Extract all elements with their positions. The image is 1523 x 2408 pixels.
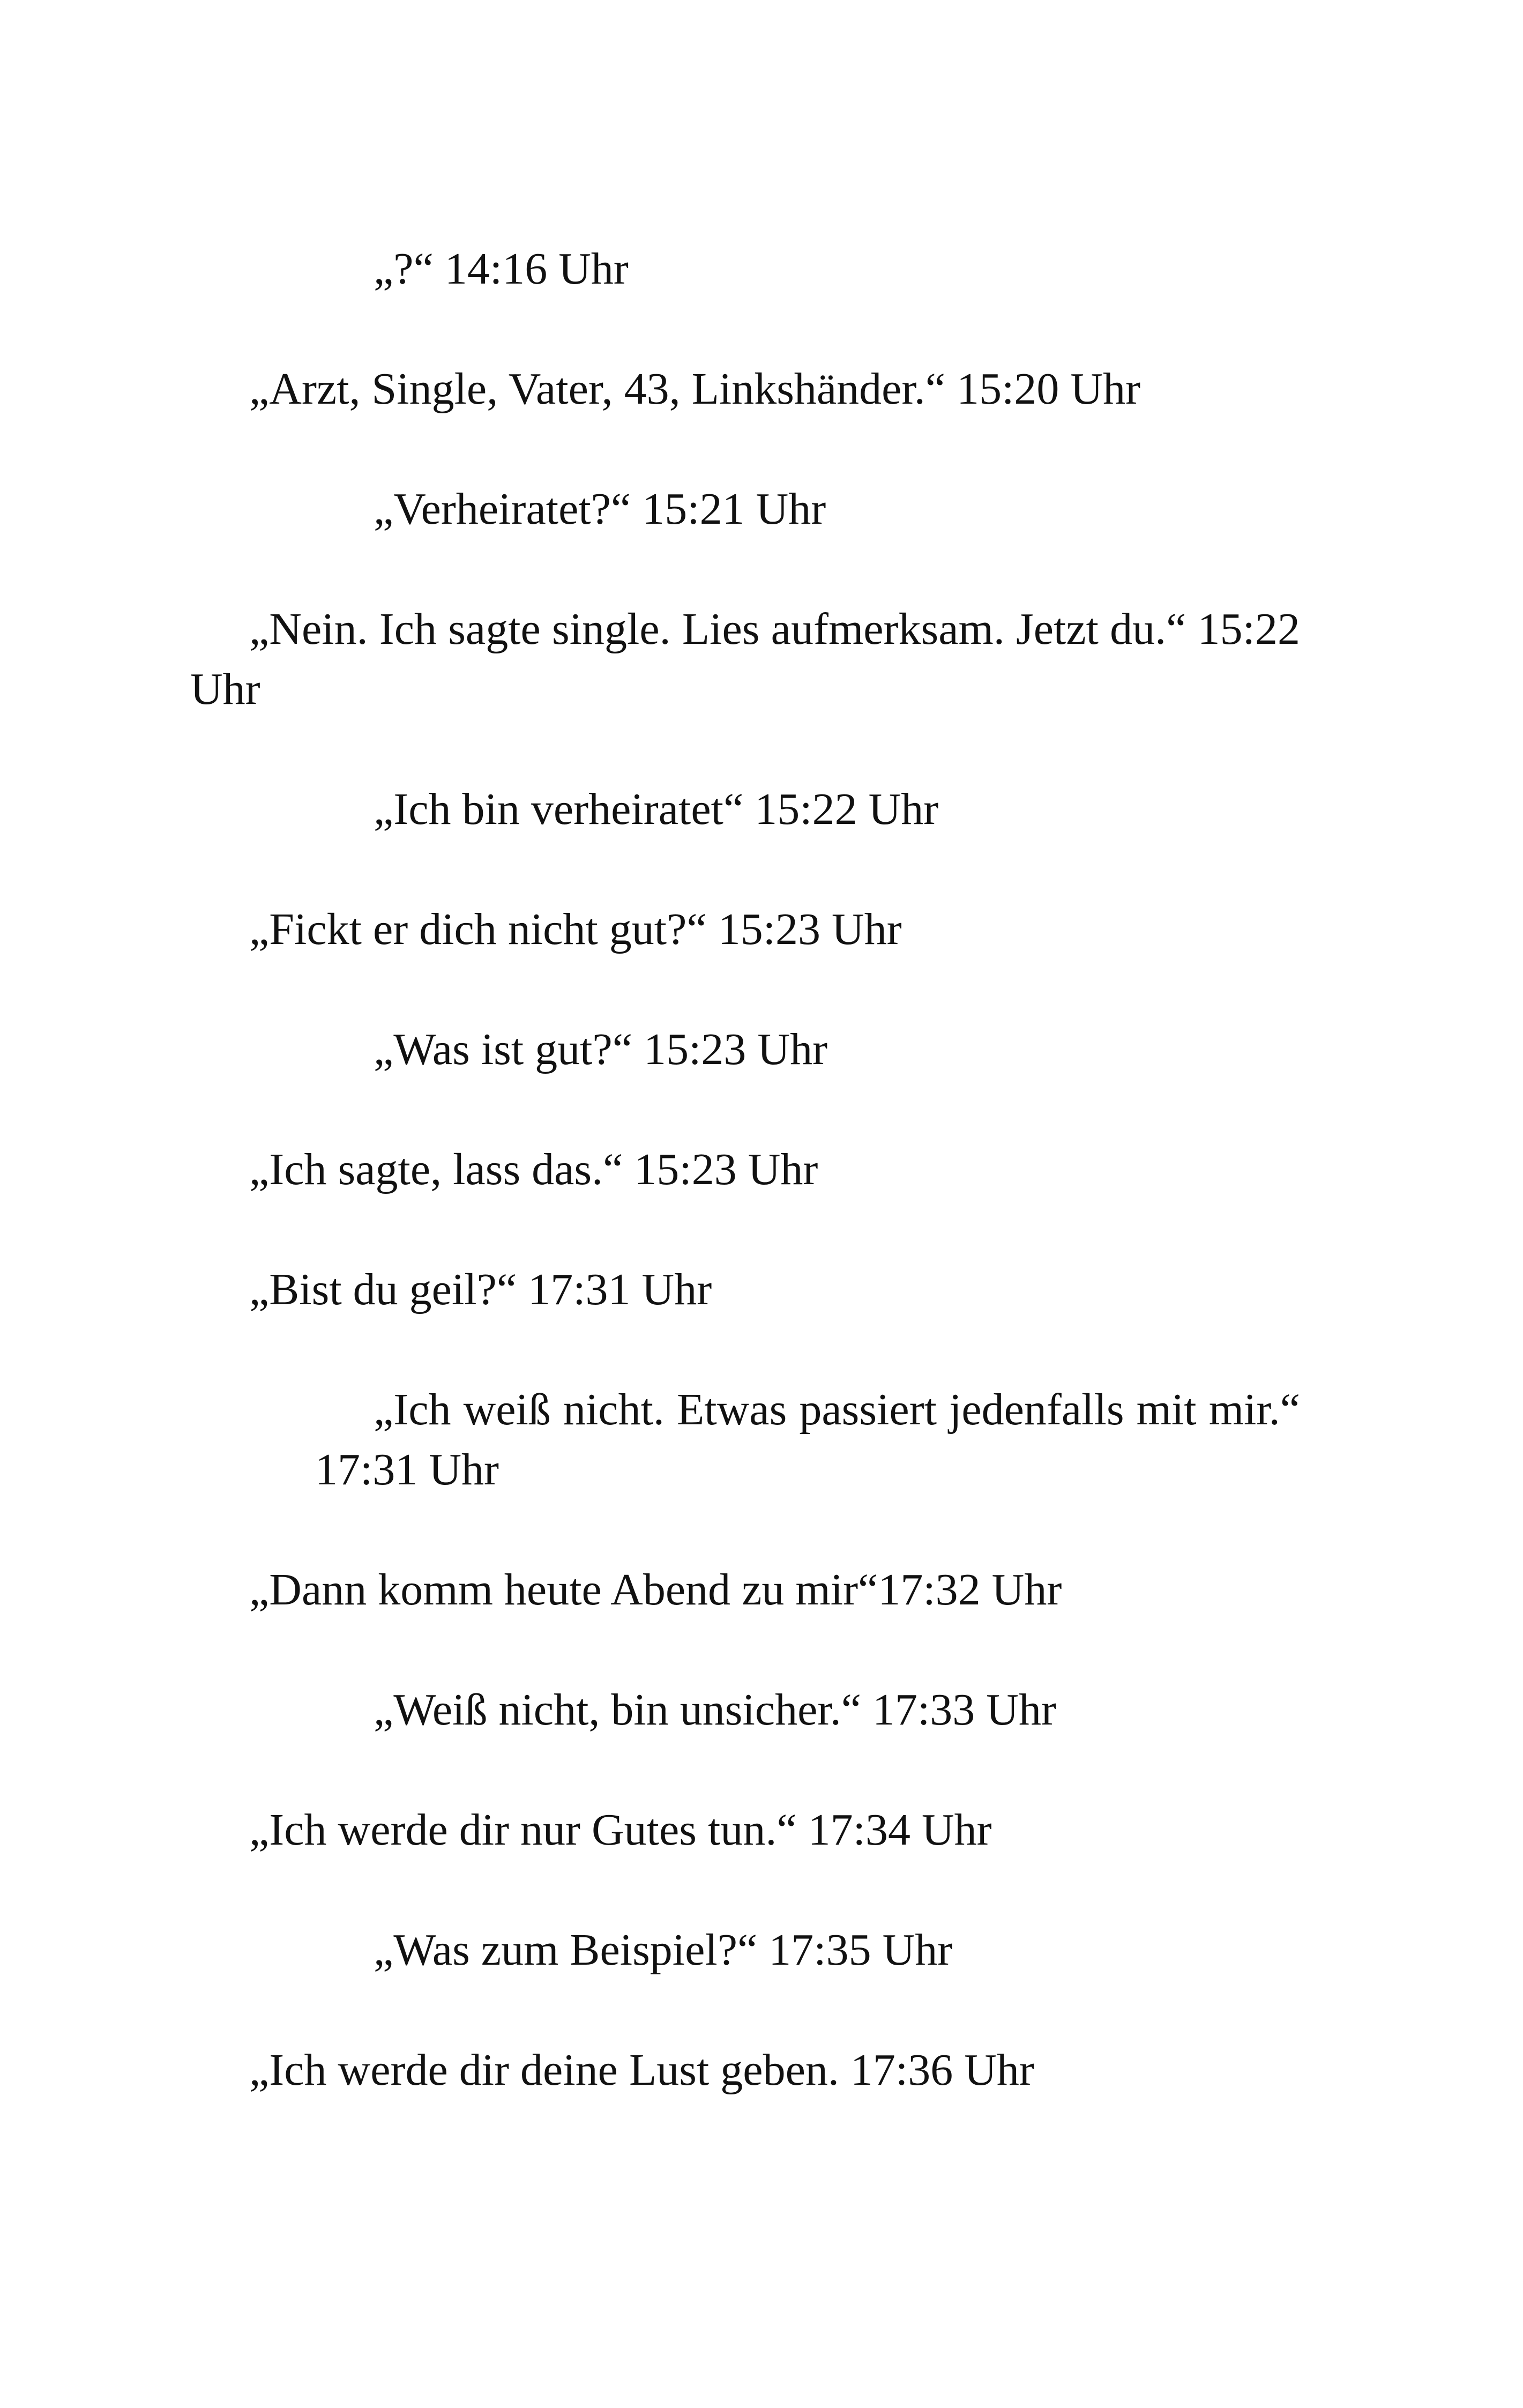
message-line: „Ich sagte, lass das.“ 15:23 Uhr bbox=[249, 1144, 818, 1194]
message-line: „?“ 14:16 Uhr bbox=[374, 244, 629, 294]
message-line: „Weiß nicht, bin unsicher.“ 17:33 Uhr bbox=[374, 1685, 1056, 1735]
message-line: „Dann komm heute Abend zu mir“17:32 Uhr bbox=[249, 1565, 1062, 1615]
message-line: „Ich werde dir deine Lust geben. 17:36 Uhr bbox=[249, 2045, 1034, 2095]
message-line: „Was ist gut?“ 15:23 Uhr bbox=[374, 1024, 828, 1074]
message-paragraph: „Ich weiß nicht. Etwas passiert jedenfalls mit mir.“ 17:31 Uhr bbox=[315, 1385, 1300, 1495]
message-line: „Was zum Beispiel?“ 17:35 Uhr bbox=[374, 1925, 953, 1975]
message-line: „Verheiratet?“ 15:21 Uhr bbox=[374, 484, 826, 534]
message-line: „Fickt er dich nicht gut?“ 15:23 Uhr bbox=[249, 904, 902, 954]
message-line: „Ich werde dir nur Gutes tun.“ 17:34 Uhr bbox=[249, 1805, 992, 1855]
message-line: „Bist du geil?“ 17:31 Uhr bbox=[249, 1265, 712, 1314]
message-paragraph: „Nein. Ich sagte single. Lies aufmerksam. Jetzt du.“ 15:22 Uhr bbox=[190, 604, 1300, 714]
message-line: „Ich bin verheiratet“ 15:22 Uhr bbox=[374, 784, 939, 834]
message-line: „Arzt, Single, Vater, 43, Linkshänder.“ 15:20 Uhr bbox=[249, 364, 1141, 414]
